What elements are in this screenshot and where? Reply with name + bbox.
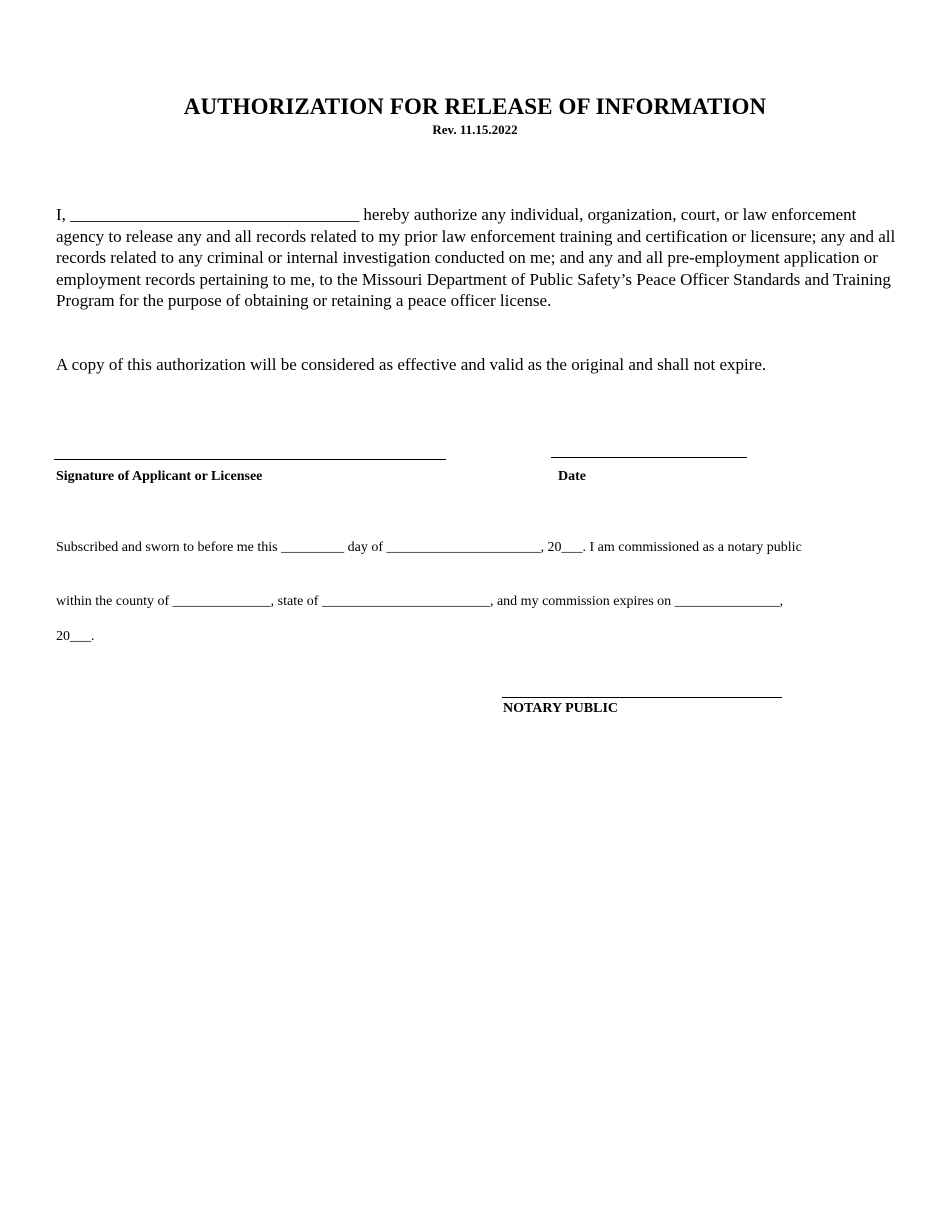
notary-sworn-line-2: within the county of ______________, state of ________________________, and my commission expires on _______________, bbox=[56, 594, 784, 609]
notary-sworn-line-3: 20___. bbox=[56, 629, 95, 644]
notary-signature-line[interactable] bbox=[502, 697, 782, 698]
document-title: AUTHORIZATION FOR RELEASE OF INFORMATION bbox=[183, 94, 767, 119]
notary-sworn-line-1: Subscribed and sworn to before me this _________ day of ______________________, 20___. I am commissioned as a notary public bbox=[56, 540, 802, 555]
applicant-signature-line[interactable] bbox=[54, 459, 446, 460]
date-label: Date bbox=[558, 469, 586, 484]
authorization-statement: I, __________________________________ hereby authorize any individual, organization, court, or law enforcement agency to release any and all records related to my prior law enforcement training and certification or licensure; any and all records related to any criminal or internal investigation conducted on me; and any and all pre-employment application or employment records pertaining to me, to the Missouri Department of Public Safety’s Peace Officer Standards and Training Program for the purpose of obtaining or retaining a peace officer license. bbox=[56, 205, 896, 310]
signature-label: Signature of Applicant or Licensee bbox=[56, 469, 263, 484]
revision-date: Rev. 11.15.2022 bbox=[432, 122, 518, 137]
notary-public-label: NOTARY PUBLIC bbox=[503, 701, 619, 716]
signature-date-line[interactable] bbox=[551, 457, 747, 458]
copy-validity-clause: A copy of this authorization will be considered as effective and valid as the original and shall not expire. bbox=[56, 355, 767, 374]
